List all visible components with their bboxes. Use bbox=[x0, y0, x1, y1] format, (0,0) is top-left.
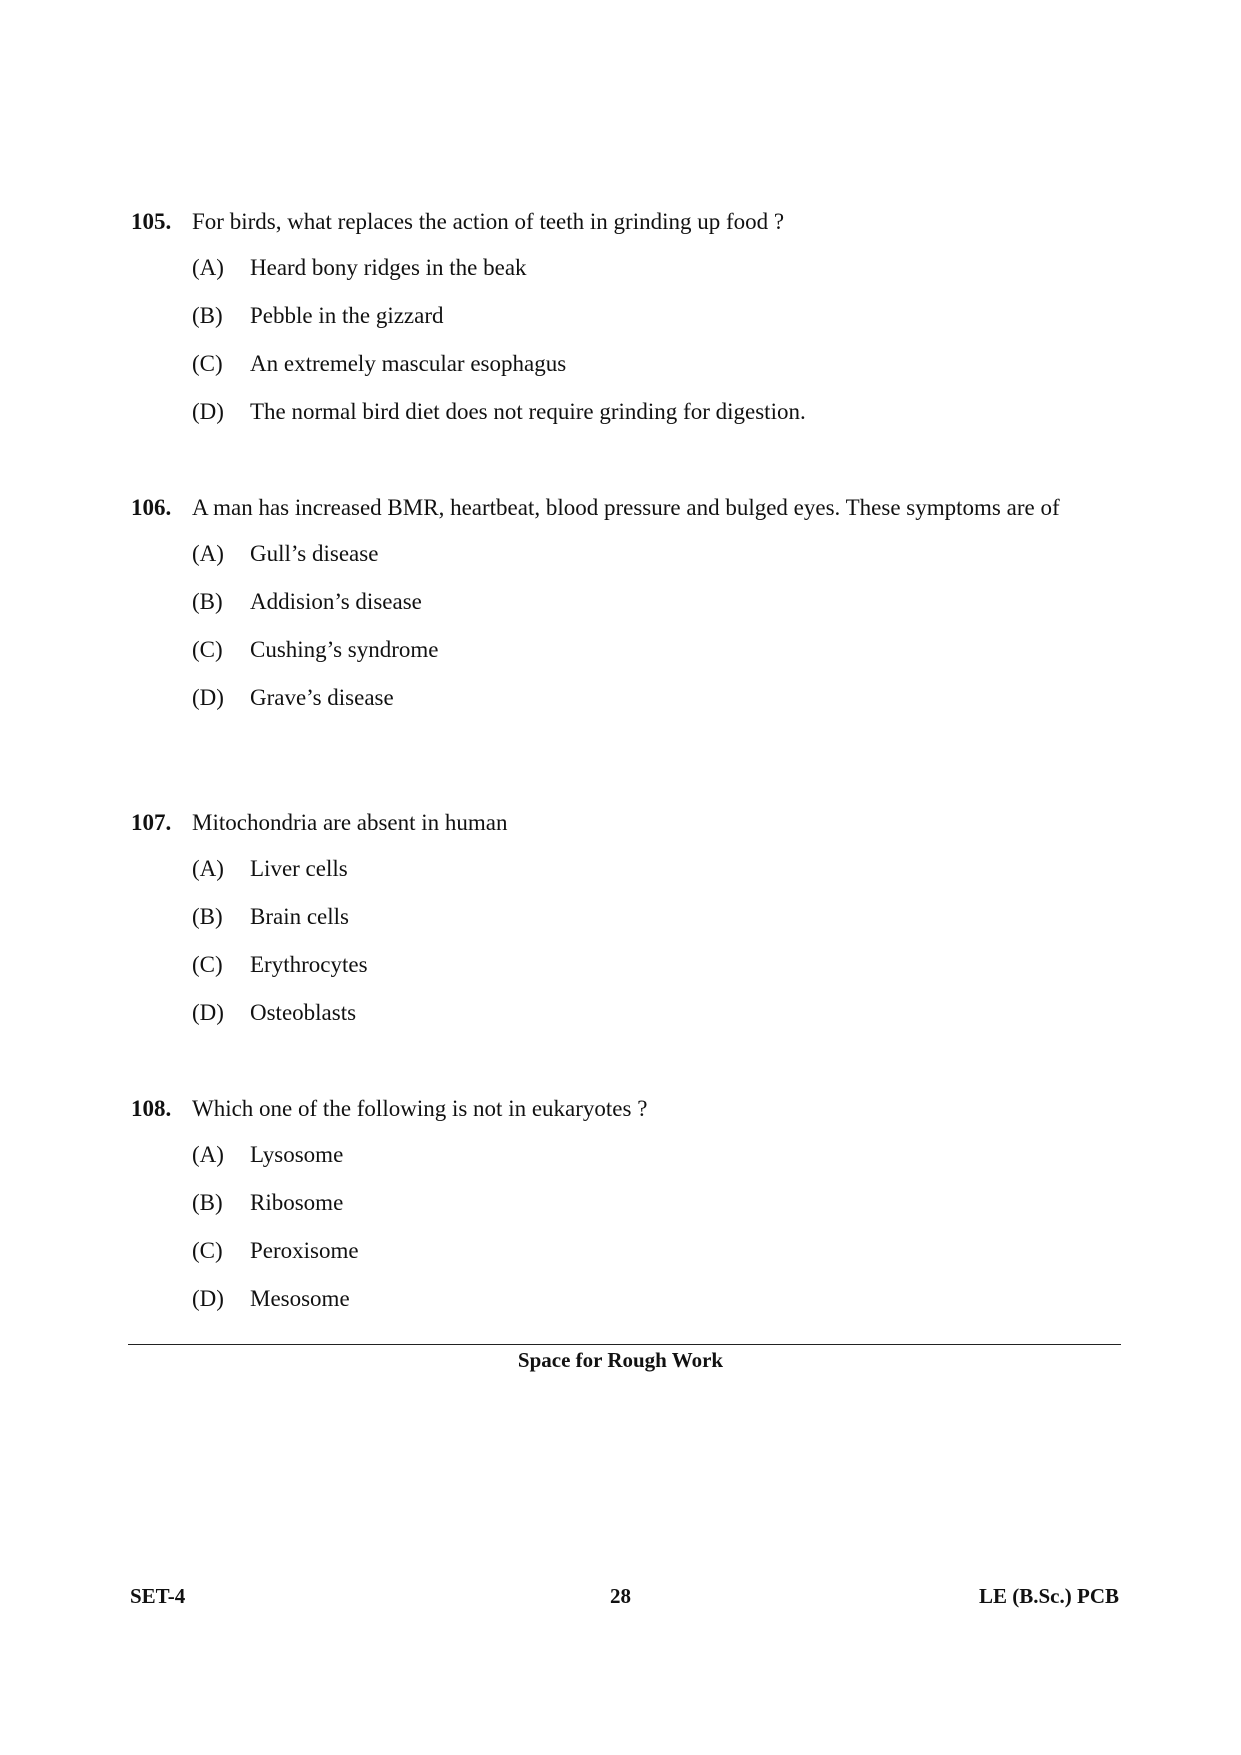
option-text: Liver cells bbox=[250, 856, 348, 881]
question-text: Which one of the following is not in eukaryotes ? bbox=[192, 1096, 648, 1121]
option-text: Mesosome bbox=[250, 1286, 350, 1311]
option-label: (D) bbox=[192, 1286, 224, 1311]
question-stem bbox=[131, 493, 1121, 522]
rough-work-heading: Space for Rough Work bbox=[517, 1348, 724, 1372]
option-label: (B) bbox=[192, 589, 223, 614]
question-number: 105. bbox=[131, 209, 172, 234]
question-text: For birds, what replaces the action of teeth in grinding up food ? bbox=[192, 209, 785, 234]
option-b bbox=[131, 1188, 1121, 1236]
option-label: (D) bbox=[192, 1000, 224, 1025]
question-number: 108. bbox=[131, 1096, 172, 1121]
option-text: Ribosome bbox=[250, 1190, 344, 1215]
option-label: (C) bbox=[192, 351, 223, 376]
option-c bbox=[131, 349, 1121, 397]
option-label: (A) bbox=[192, 1142, 224, 1167]
question-stem bbox=[131, 207, 1121, 236]
option-label: (B) bbox=[192, 904, 223, 929]
option-a bbox=[131, 854, 1121, 902]
option-label: (C) bbox=[192, 952, 223, 977]
option-label: (C) bbox=[192, 637, 223, 662]
option-d bbox=[131, 397, 1121, 445]
option-c bbox=[131, 635, 1121, 683]
footer-set-code: SET-4 bbox=[130, 1584, 186, 1608]
question-stem bbox=[131, 808, 1121, 837]
option-label: (B) bbox=[192, 303, 223, 328]
question-text: Mitochondria are absent in human bbox=[192, 810, 508, 835]
option-b bbox=[131, 587, 1121, 635]
option-label: (A) bbox=[192, 255, 224, 280]
option-label: (B) bbox=[192, 1190, 223, 1215]
option-label: (A) bbox=[192, 541, 224, 566]
option-text: Brain cells bbox=[250, 904, 349, 929]
divider-rule bbox=[128, 1344, 1121, 1345]
option-label: (C) bbox=[192, 1238, 223, 1263]
option-b bbox=[131, 902, 1121, 950]
option-b bbox=[131, 301, 1121, 349]
option-text: Erythrocytes bbox=[250, 952, 368, 977]
options-list bbox=[131, 539, 1121, 731]
footer-page-number: 28 bbox=[610, 1584, 631, 1608]
option-text: The normal bird diet does not require grinding for digestion. bbox=[250, 399, 806, 424]
option-d bbox=[131, 1284, 1121, 1332]
option-text: An extremely mascular esophagus bbox=[250, 351, 567, 376]
option-text: Pebble in the gizzard bbox=[250, 303, 444, 328]
question-number: 106. bbox=[131, 495, 172, 520]
question-number: 107. bbox=[131, 810, 172, 835]
option-label: (D) bbox=[192, 685, 224, 710]
option-text: Grave’s disease bbox=[250, 685, 394, 710]
options-list bbox=[131, 1140, 1121, 1332]
option-d bbox=[131, 683, 1121, 731]
option-text: Addision’s disease bbox=[250, 589, 422, 614]
question-107 bbox=[131, 808, 1121, 1046]
question-stem bbox=[131, 1094, 1121, 1123]
option-text: Lysosome bbox=[250, 1142, 344, 1167]
question-text: A man has increased BMR, heartbeat, blood pressure and bulged eyes. These symptoms are of bbox=[192, 495, 1060, 520]
option-a bbox=[131, 539, 1121, 587]
option-d bbox=[131, 998, 1121, 1046]
option-label: (D) bbox=[192, 399, 224, 424]
question-106 bbox=[131, 493, 1121, 731]
option-c bbox=[131, 1236, 1121, 1284]
options-list bbox=[131, 854, 1121, 1046]
option-text: Osteoblasts bbox=[250, 1000, 357, 1025]
option-text: Gull’s disease bbox=[250, 541, 379, 566]
option-c bbox=[131, 950, 1121, 998]
option-text: Heard bony ridges in the beak bbox=[250, 255, 527, 280]
option-text: Peroxisome bbox=[250, 1238, 359, 1263]
question-105 bbox=[131, 207, 1121, 445]
question-108 bbox=[131, 1094, 1121, 1332]
option-a bbox=[131, 1140, 1121, 1188]
options-list bbox=[131, 253, 1121, 445]
option-text: Cushing’s syndrome bbox=[250, 637, 439, 662]
option-label: (A) bbox=[192, 856, 224, 881]
option-a bbox=[131, 253, 1121, 301]
footer-exam-code: LE (B.Sc.) PCB bbox=[978, 1584, 1119, 1608]
